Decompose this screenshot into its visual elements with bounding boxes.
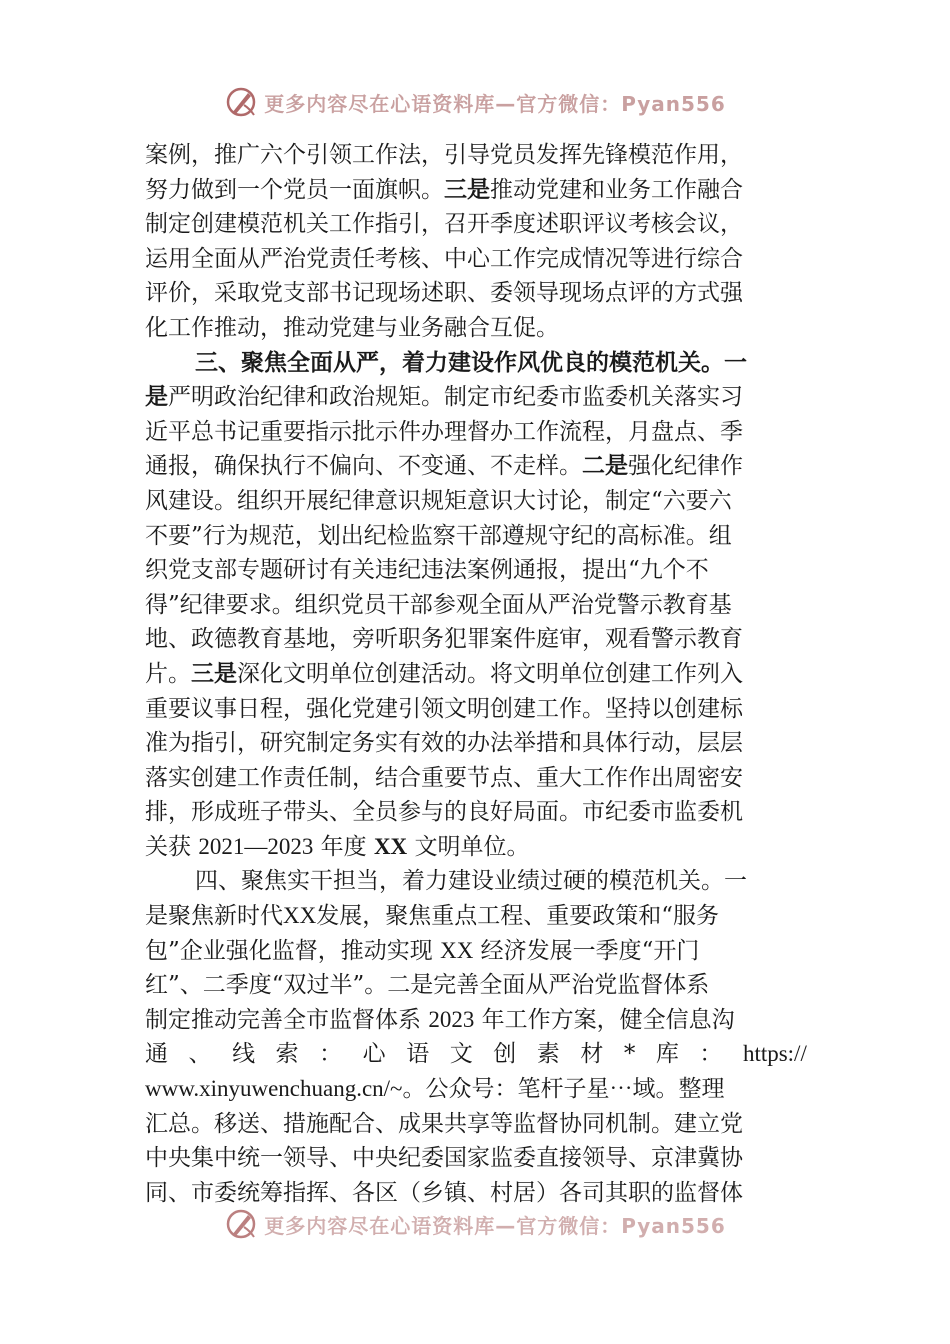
section-heading-3: 三、聚焦全面从严，着力建设作风优良的模范机关。一 — [195, 349, 747, 376]
text-line: 准为指引，研究制定务实有效的办法举措和具体行动，层层 — [145, 730, 743, 757]
text-line: 是严明政治纪律和政治规矩。制定市纪委市监委机关落实习 — [145, 384, 743, 411]
text-line: www.xinyuwenchuang.cn/~。公众号：笔杆子星⋯域。整理 — [145, 1076, 725, 1103]
text-line: 得”纪律要求。组织党员干部参观全面从严治党警示教育基 — [145, 591, 732, 618]
text-line: 运用全面从严治党责任考核、中心工作完成情况等进行综合 — [145, 245, 743, 272]
text-line: 重要议事日程，强化党建引领文明创建工作。坚持以创建标 — [145, 695, 743, 722]
text-line: 化工作推动，推动党建与业务融合互促。 — [145, 314, 559, 341]
watermark-footer — [0, 1204, 950, 1244]
text-line: 评价，采取党支部书记现场述职、委领导现场点评的方式强 — [145, 280, 743, 307]
text-line: 关获 2021—2023 年度 XX 文明单位。 — [145, 833, 530, 860]
text-line: 制定推动完善全市监督体系 2023 年工作方案，健全信息沟 — [145, 1006, 735, 1033]
watermark-header — [0, 82, 950, 122]
text-line: 通报，确保执行不偏向、不变通、不走样。二是强化纪律作 — [145, 453, 743, 480]
text-line: 努力做到一个党员一面旗帜。三是推动党建和业务工作融合 — [145, 176, 743, 203]
document-body — [145, 138, 807, 1210]
watermark-text: 更多内容尽在心语资料库—官方微信：Pyan556 — [264, 1213, 726, 1238]
text-line: 地、政德教育基地，旁听职务犯罪案件庭审，观看警示教育 — [145, 626, 743, 653]
text-line: 不要”行为规范，划出纪检监察干部遵规守纪的高标准。组 — [145, 522, 732, 549]
text-line: 落实创建工作责任制，结合重要节点、重大工作作出周密安 — [145, 764, 743, 791]
text-line: 同、市委统筹指挥、各区（乡镇、村居）各司其职的监督体 — [145, 1179, 743, 1206]
text-line: 红”、二季度“双过半”。二是完善全面从严治党监督体系 — [145, 972, 710, 999]
text-line: 中央集中统一领导、中央纪委国家监委直接领导、京津冀协 — [145, 1145, 743, 1172]
text-line: 案例，推广六个引领工作法，引导党员发挥先锋模范作用， — [145, 142, 743, 168]
text-line: 汇总。移送、措施配合、成果共享等监督协同机制。建立党 — [145, 1110, 743, 1137]
text-line: 近平总书记重要指示批示件办理督办工作流程，月盘点、季 — [145, 418, 743, 445]
text-line: 片。三是深化文明单位创建活动。将文明单位创建工作列入 — [145, 660, 743, 687]
text-line: 排，形成班子带头、全员参与的良好局面。市纪委市监委机 — [145, 799, 743, 826]
text-line-spaced: 通 、 线 索 ： 心 语 文 创 素 材 * 库 ： https:// — [145, 1041, 807, 1068]
text-line: 包”企业强化监督，推动实现 XX 经济发展一季度“开门 — [145, 937, 700, 964]
pen-circle-logo-icon — [224, 1207, 258, 1241]
pen-circle-logo-icon — [224, 85, 258, 119]
text-line: 是聚焦新时代XX发展，聚焦重点工程、重要政策和“服务 — [145, 903, 719, 930]
text-line: 风建设。组织开展纪律意识规矩意识大讨论，制定“六要六 — [145, 487, 732, 514]
text-line: 制定创建模范机关工作指引，召开季度述职评议考核会议， — [145, 211, 743, 238]
section-heading-4: 四、聚焦实干担当，着力建设业绩过硬的模范机关。一 — [195, 868, 747, 895]
watermark-text: 更多内容尽在心语资料库—官方微信：Pyan556 — [264, 91, 726, 116]
text-line: 织党支部专题研讨有关违纪违法案例通报，提出“九个不 — [145, 557, 709, 584]
